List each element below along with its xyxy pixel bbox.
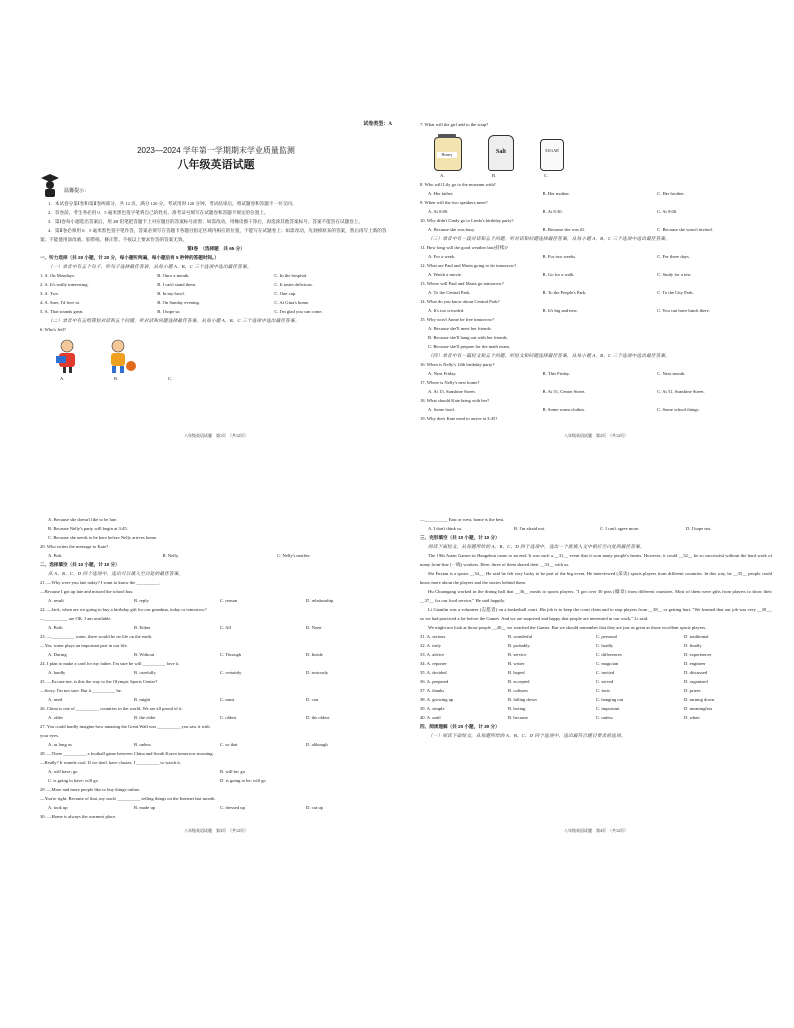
question-options: A. It's too crowded. B. It's big and new. C. You can have lunch there. [428, 308, 710, 313]
question-options: A. Some food. B. Some warm clothes. C. Some school things. [428, 407, 700, 412]
section-4-heading: 四、阅读理解（共 20 小题，计 30 分） [420, 724, 500, 729]
question-17: 17. Where is Nelly's new home? [420, 380, 480, 385]
question-10: 10. Why didn't Cindy go to Linda's birthday party? [420, 218, 514, 223]
notice-4: 4．第Ⅱ卷必须用 0．5 毫米黑色签字笔作答，答案必须写在答题卡各题目指定区域内相应的位置，不能写在试题卷上；如需改动，先划掉原来的答案，然后再写上新的答案；不能使用涂改液、胶带纸、修正带。不按以上要求作答的答案无效。 [40, 228, 387, 242]
question-20: 20. Who writes the message to Kate? [40, 544, 109, 549]
question-23: 23. —__________ water, there would be no life on the earth. [40, 634, 153, 639]
question-options: A. older B. the older C. oldest D. the oldest [48, 715, 330, 720]
question-options: A. At 8:00. B. At 8:30. C. At 9:00. [428, 209, 678, 214]
choice-row: 36. A. prepared B. accepted C. served D. organized [420, 679, 708, 684]
choice-row: 37. A. thanks B. cultures C. facts D. prizes [420, 688, 701, 693]
passage-paragraph: Li Guanlin was a volunteer (志愿者) on a basketball court. His job is to keep the court clean and to stop players from __38__ or getting hurt. "We learned that our job was very __39__, so we had practiced a lot before the Games. And we are surprised and happy that people are interested in our work," Li said. [420, 607, 772, 621]
passage-paragraph: The 19th Asian Games in Hangzhou came to an end. It was such a __31__ event that it won many people's hearts. However, it could __32__ be so successful without the hard work of many front-line (一线) workers. Here, three of them shared their __33__ with us. [420, 553, 772, 567]
option-b: B. Because Nelly's party will begin at 3:45. [48, 526, 128, 531]
question-7: 7. What will the girl add to the soup? [420, 122, 489, 127]
question-options: A. will have; go B. will be; go [48, 769, 246, 774]
option-c: C. Because she needs to be here before Nelly arrives home. [48, 535, 158, 540]
question-options: A. took up B. made up C. dressed up D. cut up [48, 805, 323, 810]
honey-jar-icon: Honey [434, 137, 462, 171]
section-1b-instruction: （二）录音中有五组简短对话和五个问题，听对话和问题选择最佳答案，从每小题 A、B、C 三个选项中选出最佳答案。 [48, 318, 300, 323]
question-options: A. To the Central Park. B. To the People's Park. C. To the City Park. [428, 290, 694, 295]
question-24: 24. I plan to make a card for my father. I'm sure he will __________ love it. [40, 661, 180, 666]
page-footer: 八年级英语试题 第4页 （共12页） [564, 828, 628, 833]
section-3-instruction: 阅读下面短文，从每题所给的 A、B、C、D 四个选项中，选出一个能填入文中相应空白处的最佳答案。 [428, 544, 645, 549]
option-c: C. Because she'll prepare for the math exam. [428, 344, 511, 349]
page-2 [420, 120, 772, 440]
question-16: 16. When is Nelly's 14th birthday party? [420, 362, 495, 367]
question-options: A. Because she was busy. B. Because she was ill. C. Because she wasn't invited. [428, 227, 713, 232]
page-1 [40, 120, 392, 440]
question-options: A. Watch a movie. B. Go for a walk. C. Study for a test. [428, 272, 692, 277]
question-9: 9. When will the two speakers meet? [420, 200, 488, 205]
exam-title: 2023—2024 学年第一学期期末学业质量监测 [137, 146, 295, 155]
question-options: A. hardly B. carefully C. certainly D. seriously [48, 670, 329, 675]
page-footer: 八年级英语试题 第3页 （共12页） [184, 828, 248, 833]
page-footer: 八年级英语试题 第1页 （共12页） [184, 433, 248, 438]
question-options: A. I don't think so. B. I'm afraid not. C. I can't agree more. D. I hope not. [428, 526, 712, 531]
question-30-reply: —__________ East or west, home is the best. [420, 517, 505, 522]
page-footer: 八年级英语试题 第2页 （共12页） [564, 433, 628, 438]
question-12: 12. What are Paul and Maria going to do tomorrow? [420, 263, 517, 268]
question-28: 28. —There __________ a football game between China and South Korea tomorrow morning. [40, 751, 214, 756]
passage-paragraph: Shi Fuxian is a sports __34__. He said he felt very lucky to be part of the big event. He interviewed (采访) sports players from different countries. In this way, he __35__ people could know more about the players and the stories behind them. [420, 571, 772, 585]
passage-paragraph: We might not look at those people __40__ we watched the Games. But we should remember that they are just as great as those excellent sports players. [428, 625, 707, 630]
boy-basketball-icon [104, 338, 138, 374]
q6-option-labels: A. B. C. [60, 376, 173, 381]
question-14: 14. What do you know about Central Park? [420, 299, 500, 304]
option-c-picture [158, 338, 192, 374]
choice-row: 33. A. advice B. service C. differences D. experiences [420, 652, 712, 657]
question-options: A. Both B. Either C. All D. None [48, 625, 322, 630]
question-26: 26. China is one of __________ countries in the world. We are all proud of it. [40, 706, 183, 711]
q7-option-labels: A. B. C. [440, 173, 549, 178]
question-row: 2. A. It's really interesting. B. I can't stand them. C. It tastes delicious. [40, 282, 313, 287]
question-row: 3. A. Two. B. In my bowl. C. One cup. [40, 291, 297, 296]
exam-type: 试卷类型：A [363, 122, 392, 127]
section-4-instruction: （四）录音中有一篇短文和五个问题，听短文和问题选择最佳答案，从每小题 A、B、C 三个选项中选出最佳答案。 [428, 353, 671, 358]
question-22: 22. —Jack, when are we going to buy a birthday gift for our grandma, today or tomorrow? [40, 607, 207, 612]
question-options: A. For a week. B. For two weeks. C. For three days. [428, 254, 690, 259]
option-a: A. Because she doesn't like to be late. [48, 517, 118, 522]
notice-1: 1．本试卷分第Ⅰ卷和第Ⅱ卷两部分，共 12 页。满分 120 分。考试用时 120 分钟。考试结束后，将试题卷和答题卡一并交回。 [48, 201, 297, 206]
question-options: A. Next Friday. B. This Friday. C. Next month. [428, 371, 686, 376]
section-3-heading: 三、完形填空（共 10 小题，计 10 分） [420, 535, 500, 540]
choice-row: 39. A. simple B. boring C. important D. meaningless [420, 706, 713, 711]
question-19: 19. Why does Kate need to arrive at 3:45? [420, 416, 498, 421]
question-options: A. During B. Without C. Through D. Inside [48, 652, 323, 657]
section-3-instruction: （三）录音中有一段对话和五个问题，听对话和问题选择最佳答案，从每小题 A、B、C 三个选项中选出最佳答案。 [428, 236, 671, 241]
notice-3: 3．第Ⅰ卷每小题选出答案后，用 2B 铅笔把答题卡上对应题目的答案标号涂黑；如需改动，用橡皮擦干净后，再选涂其他答案标号。答案不能答在试题卷上。 [48, 219, 363, 224]
exam-subtitle: 八年级英语试题 [177, 159, 255, 171]
q6-pictures [40, 334, 392, 374]
section-1-heading: 一、听力选择（共 20 小题，计 20 分，每小题听两遍，每小题后有 5 秒钟的答题时间。） [40, 255, 219, 260]
option-a: A. Because she'll meet her friends. [428, 326, 492, 331]
option-b: B. Because she'll hang out with her friends. [428, 335, 508, 340]
section-2-heading: 二、选择填空（共 10 小题，计 10 分） [40, 562, 120, 567]
question-options: A. At 15, Sunshine Street. B. At 51, Center Street. C. At 51, Sunshine Street. [428, 389, 705, 394]
choice-row: 34. A. reporter B. writer C. magician D. engineer [420, 661, 706, 666]
question-options: C. is going to have; will go D. is going to be; will go [48, 778, 266, 783]
notice-2: 2．答卷前，考生务必用 0．5 毫米黑色签字笔将自己的姓名、准考证号填写在试题卷和答题卡规定的位置上。 [48, 210, 269, 215]
question-21: 21. —Why were you late today? I want to know the __________. [40, 580, 161, 585]
question-row: 1. A. On Mondays. B. Once a month. C. In the hospital. [40, 273, 308, 278]
question-row: 4. A. Sure, I'd love to. B. On Sunday evening. C. At Gina's home. [40, 300, 310, 305]
section-2-instruction: 从 A、B、C、D 四个选项中，选出可以填入空白处的最佳答案。 [48, 571, 184, 576]
choice-row: 32. A. truly B. probably C. hardly D. finally [420, 643, 702, 648]
question-15: 15. Why won't Annie be free tomorrow? [420, 317, 495, 322]
q7-pictures [420, 129, 772, 171]
choice-row: 38. A. growing up B. falling down C. hanging out D. turning down [420, 697, 715, 702]
question-11: 11. How long will the good weather last(持续)? [420, 245, 508, 250]
page-3: A. Because she doesn't like to be late. B. Because Nelly's party will begin at 3:45. C. Because she needs to be here before Nelly arrives home. 20. Who writes the message to Kate? A. Bob. B. Nelly. C. Nelly's mother. 二、选择填空（共 10 小题，计 10 分） 从 A、B、C、D 四个选项中，选出可以填入空白处的最佳答案。 21. —Why were you late today? I want to know the __________. —Because I got up late and missed the school bus. A. result B. reply C. reason D. relationship 22. —Jack, when are we going to buy a birthday gift for our grandma, today or tomorrow? —__________ are OK. I am available. A. Both B. Either C. All D. None 23. —__________ water, there would be no life on the earth. —Yes, water plays an important part in our life. A. During B. Without C. Through D. Inside 24. I plan to make a card for my father. I'm sure he will __________ love it. A. hardly B. carefully C. certainly D. seriously 25. —Excuse me, is this the way to the Olympic Sports Center? —Sorry, I'm not sure. But it __________ be. A. need B. might C. must D. can 26. China is one of __________ countries in the world. We are all proud of it. A. older B. the older C. oldest D. the oldest 27. You could hardly imagine how amazing the Great Wall was __________ you saw it with your eyes. A. as long as B. unless C. so that D. although 28. —There __________ a football game between China and South Korea tomorrow morning. —Really? It sounds cool. If we don't have classes, I __________ to watch it. A. will have; go B. will be; go C. is going to have; will go D. is going to be; will go 29. —More and more people like to buy things online. —You're right. Because of that, my uncle __________ selling things on the Internet last month. A. took up B. made up C. dressed up D. cut up 30. —Home is always the warmest place. 八年级英语试题 第3页 （共12页） [40, 515, 392, 835]
choice-row: 35. A. decided B. hoped C. invited D. discussed [420, 670, 708, 675]
question-8: 8. Who will Lily go to the museum with? [420, 182, 496, 187]
passage-paragraph: Hu Chuangang worked in the dining hall that __36__ meals to sports players. "I got over 30 pins (徽章) from different countries. Most of them were gifts from players to show their __37__ for our food service," He said happily. [420, 589, 772, 603]
choice-row: 31. A. serious B. wonderful C. personal D. traditional [420, 634, 709, 639]
question-options: A. need B. might C. must D. can [48, 697, 318, 702]
part-1-heading: 第Ⅰ卷 （选择题 共 65 分） [187, 246, 245, 251]
question-29: 29. —More and more people like to buy things online. [40, 787, 141, 792]
question-30: 30. —Home is always the warmest place. [40, 814, 117, 819]
section-1a-instruction: （一）录音中有五个句子，听句子选择最佳答语，从每小题 A、B、C 三个选项中选出最佳答案。 [48, 264, 252, 269]
question-options: A. Bob. B. Nelly. C. Nelly's mother. [48, 553, 311, 558]
question-25: 25. —Excuse me, is this the way to the Olympic Sports Center? [40, 679, 158, 684]
choice-row: 40. A. until B. because C. unless D. when [420, 715, 700, 720]
question-27: 27. You could hardly imagine how amazing the Great Wall was __________ you saw it with [40, 724, 210, 729]
notice-label: 温馨提示： [64, 189, 90, 194]
question-options: A. Her father. B. Her mother. C. Her brother. [428, 191, 685, 196]
question-6: 6. Who's Jeff? [40, 327, 67, 332]
question-13: 13. Where will Paul and Maria go tomorrow? [420, 281, 504, 286]
section-4-instruction: （一）阅读下面短文，从每题所给的 A、B、C、D 四个选项中，选出最符合题目要求的选项。 [428, 733, 626, 738]
page-4 [420, 515, 772, 835]
question-options: A. as long as B. unless C. so that D. although [48, 742, 328, 747]
student-icon [40, 173, 60, 199]
salt-shaker-icon: Salt [488, 135, 514, 171]
sugar-jar-icon: SUGAR [540, 139, 564, 171]
question-row: 5. A. That sounds great. B. I hope so. C. I'm glad you can come. [40, 309, 323, 314]
question-18: 18. What should Kate bring with her? [420, 398, 490, 403]
question-options: A. result B. reply C. reason D. relationship [48, 598, 334, 603]
boy-reading-icon [50, 338, 84, 374]
